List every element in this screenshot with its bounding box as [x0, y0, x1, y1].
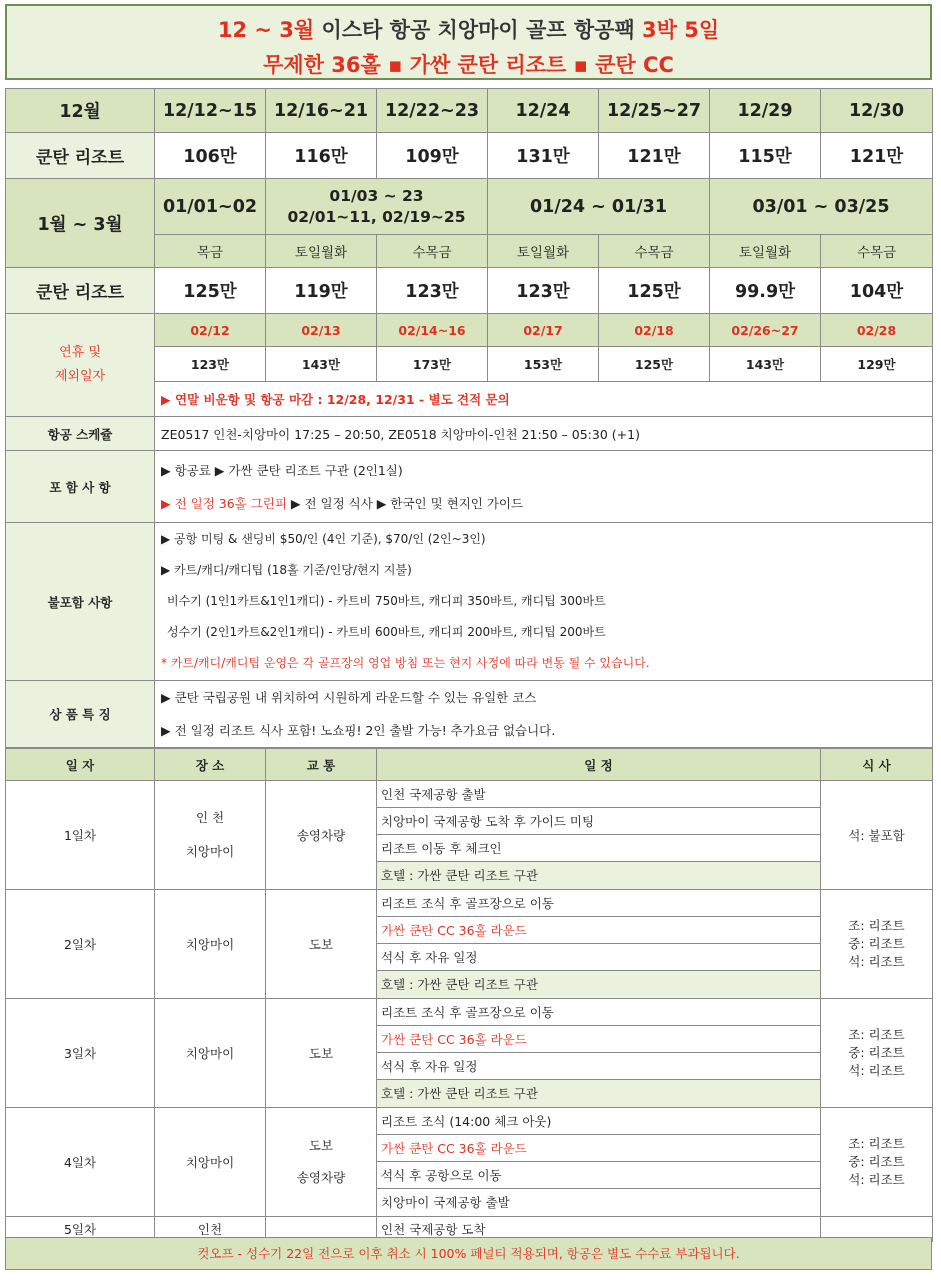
- header-place: 장 소: [155, 749, 266, 781]
- dec-price: 121만: [599, 133, 710, 179]
- day-schedule: 리조트 조식 후 골프장으로 이동 가싼 쿤탄 CC 36홀 라운드 석식 후 자유 일정 호텔 : 가싼 쿤탄 리조트 구관: [377, 999, 821, 1108]
- janmar-days: 토일월화: [266, 235, 377, 268]
- holiday-date: 02/17: [488, 314, 599, 347]
- day-meal: 조: 리조트 중: 리조트 석: 리조트: [821, 999, 933, 1108]
- day-label: 2일차: [6, 890, 155, 999]
- excluded-content: ▶ 공항 미팅 & 샌딩비 $50/인 (4인 기준), $70/인 (2인~3인) ▶ 카트/캐디/캐디팁 (18홀 기준/인당/현지 지불) 비수기 (1인1카트&1인1캐디) - 카트비 750바트, 캐디피 350바트, 캐디팁 300바트 성수기 (2인1카트&2인1캐디) - 카트비 600바트, 캐디피 200바트, 캐디팁 200바트 * 카트/캐디/캐디팁 운영은 각 골프장의 영업 방침 또는 현지 사정에 따라 변동 될 수 있습니다.: [155, 523, 933, 681]
- janmar-range: 03/01 ~ 03/25: [710, 179, 933, 235]
- dec-date: 12/25~27: [599, 89, 710, 133]
- day-schedule: 인천 국제공항 출발 치앙마이 국제공항 도착 후 가이드 미팅 리조트 이동 후 체크인 호텔 : 가싼 쿤탄 리조트 구관: [377, 781, 821, 890]
- holiday-price: 153만: [488, 347, 599, 382]
- dec-price: 115만: [710, 133, 821, 179]
- janmar-range: 01/03 ~ 23 02/01~11, 02/19~25: [266, 179, 488, 235]
- janmar-month-label: 1월 ~ 3월: [6, 179, 155, 268]
- holiday-price: 125만: [599, 347, 710, 382]
- day-place: 치앙마이: [155, 1108, 266, 1217]
- flight-label: 항공 스케쥴: [6, 417, 155, 451]
- header-meal: 식 사: [821, 749, 933, 781]
- janmar-days: 토일월화: [710, 235, 821, 268]
- features-content: ▶ 쿤탄 국립공원 내 위치하여 시원하게 라운드할 수 있는 유일한 코스 ▶ 전 일정 리조트 식사 포함! 노쇼핑! 2인 출발 가능! 추가요금 없습니다.: [155, 681, 933, 748]
- cutoff-notice: 컷오프 - 성수기 22일 전으로 이후 취소 시 100% 페널티 적용되며, 항공은 별도 수수료 부과됩니다.: [5, 1237, 932, 1270]
- day-transport: 송영차량: [266, 781, 377, 890]
- title-line-2: 무제한 36홀 ▪ 가싼 쿤탄 리조트 ▪ 쿤탄 CC: [263, 53, 674, 77]
- janmar-range: 01/24 ~ 01/31: [488, 179, 710, 235]
- dec-date: 12/16~21: [266, 89, 377, 133]
- title-line-1: 12 ~ 3월 이스타 항공 치앙마이 골프 항공팩 3박 5일: [217, 18, 720, 42]
- holiday-notice: ▶ 연말 비운항 및 항공 마감 : 12/28, 12/31 - 별도 견적 문의: [155, 382, 933, 417]
- title-banner: [5, 4, 932, 80]
- janmar-days: 수목금: [377, 235, 488, 268]
- day-schedule: 리조트 조식 후 골프장으로 이동 가싼 쿤탄 CC 36홀 라운드 석식 후 자유 일정 호텔 : 가싼 쿤탄 리조트 구관: [377, 890, 821, 999]
- itinerary-header-row: [6, 749, 933, 781]
- dec-price: 106만: [155, 133, 266, 179]
- day-schedule: 리조트 조식 (14:00 체크 아웃) 가싼 쿤탄 CC 36홀 라운드 석식 후 공항으로 이동 치앙마이 국제공항 출발: [377, 1108, 821, 1217]
- dec-date: 12/29: [710, 89, 821, 133]
- day-transport: 도보 송영차량: [266, 1108, 377, 1217]
- janmar-price: 119만: [266, 268, 377, 314]
- janmar-resort-label: 쿤탄 리조트: [6, 268, 155, 314]
- flight-value: ZE0517 인천-치앙마이 17:25 – 20:50, ZE0518 치앙마이-인천 21:50 – 05:30 (+1): [155, 417, 933, 451]
- janmar-range: 01/01~02: [155, 179, 266, 235]
- included-row: [6, 451, 933, 523]
- features-label: 상 품 특 징: [6, 681, 155, 748]
- holiday-date: 02/12: [155, 314, 266, 347]
- dec-resort-label: 쿤탄 리조트: [6, 133, 155, 179]
- janmar-price: 104만: [821, 268, 933, 314]
- day-meal: 석: 불포함: [821, 781, 933, 890]
- janmar-price: 99.9만: [710, 268, 821, 314]
- day-schedule: 인천 국제공항 도착: [377, 1217, 821, 1242]
- price-table: [5, 88, 933, 748]
- holiday-price: 143만: [266, 347, 377, 382]
- dec-price-row: [6, 133, 933, 179]
- dec-month-label: 12월: [6, 89, 155, 133]
- header-day: 일 자: [6, 749, 155, 781]
- dec-date: 12/30: [821, 89, 933, 133]
- day-meal: 조: 리조트 중: 리조트 석: 리조트: [821, 1108, 933, 1217]
- janmar-days: 수목금: [821, 235, 933, 268]
- day-transport: 도보: [266, 999, 377, 1108]
- holiday-date: 02/13: [266, 314, 377, 347]
- janmar-price: 123만: [377, 268, 488, 314]
- day-row: [6, 890, 933, 999]
- holiday-date: 02/26~27: [710, 314, 821, 347]
- day-label: 5일차: [6, 1217, 155, 1242]
- janmar-price-row: [6, 268, 933, 314]
- day-row: [6, 781, 933, 890]
- holiday-date-row: [6, 314, 933, 347]
- itinerary-table: [5, 748, 933, 1242]
- dec-price: 131만: [488, 133, 599, 179]
- excluded-row: [6, 523, 933, 681]
- dec-price: 121만: [821, 133, 933, 179]
- holiday-label: 연휴 및 제외일자: [6, 314, 155, 417]
- day-meal: 조: 리조트 중: 리조트 석: 리조트: [821, 890, 933, 999]
- janmar-price: 123만: [488, 268, 599, 314]
- day-label: 3일차: [6, 999, 155, 1108]
- flight-row: [6, 417, 933, 451]
- day-place: 인 천 치앙마이: [155, 781, 266, 890]
- included-content: ▶ 항공료 ▶ 가싼 쿤탄 리조트 구관 (2인1실) ▶ 전 일정 36홀 그린피 ▶ 전 일정 식사 ▶ 한국인 및 현지인 가이드: [155, 451, 933, 523]
- excluded-label: 불포함 사항: [6, 523, 155, 681]
- day-row: [6, 999, 933, 1108]
- day-row: [6, 1108, 933, 1217]
- janmar-range-row: [6, 179, 933, 235]
- janmar-price: 125만: [155, 268, 266, 314]
- holiday-date: 02/18: [599, 314, 710, 347]
- holiday-date: 02/28: [821, 314, 933, 347]
- dec-date: 12/12~15: [155, 89, 266, 133]
- dec-date-row: [6, 89, 933, 133]
- header-schedule: 일 정: [377, 749, 821, 781]
- day-place: 인천: [155, 1217, 266, 1242]
- day-label: 4일차: [6, 1108, 155, 1217]
- dec-price: 116만: [266, 133, 377, 179]
- janmar-days: 수목금: [599, 235, 710, 268]
- day-place: 치앙마이: [155, 999, 266, 1108]
- holiday-price: 143만: [710, 347, 821, 382]
- dec-date: 12/22~23: [377, 89, 488, 133]
- dec-price: 109만: [377, 133, 488, 179]
- header-transport: 교 통: [266, 749, 377, 781]
- holiday-date: 02/14~16: [377, 314, 488, 347]
- janmar-days: 목금: [155, 235, 266, 268]
- day-label: 1일차: [6, 781, 155, 890]
- janmar-days: 토일월화: [488, 235, 599, 268]
- day-place: 치앙마이: [155, 890, 266, 999]
- included-label: 포 함 사 항: [6, 451, 155, 523]
- janmar-price: 125만: [599, 268, 710, 314]
- features-row: [6, 681, 933, 748]
- holiday-price: 173만: [377, 347, 488, 382]
- holiday-price: 123만: [155, 347, 266, 382]
- dec-date: 12/24: [488, 89, 599, 133]
- day-transport: 도보: [266, 890, 377, 999]
- holiday-price: 129만: [821, 347, 933, 382]
